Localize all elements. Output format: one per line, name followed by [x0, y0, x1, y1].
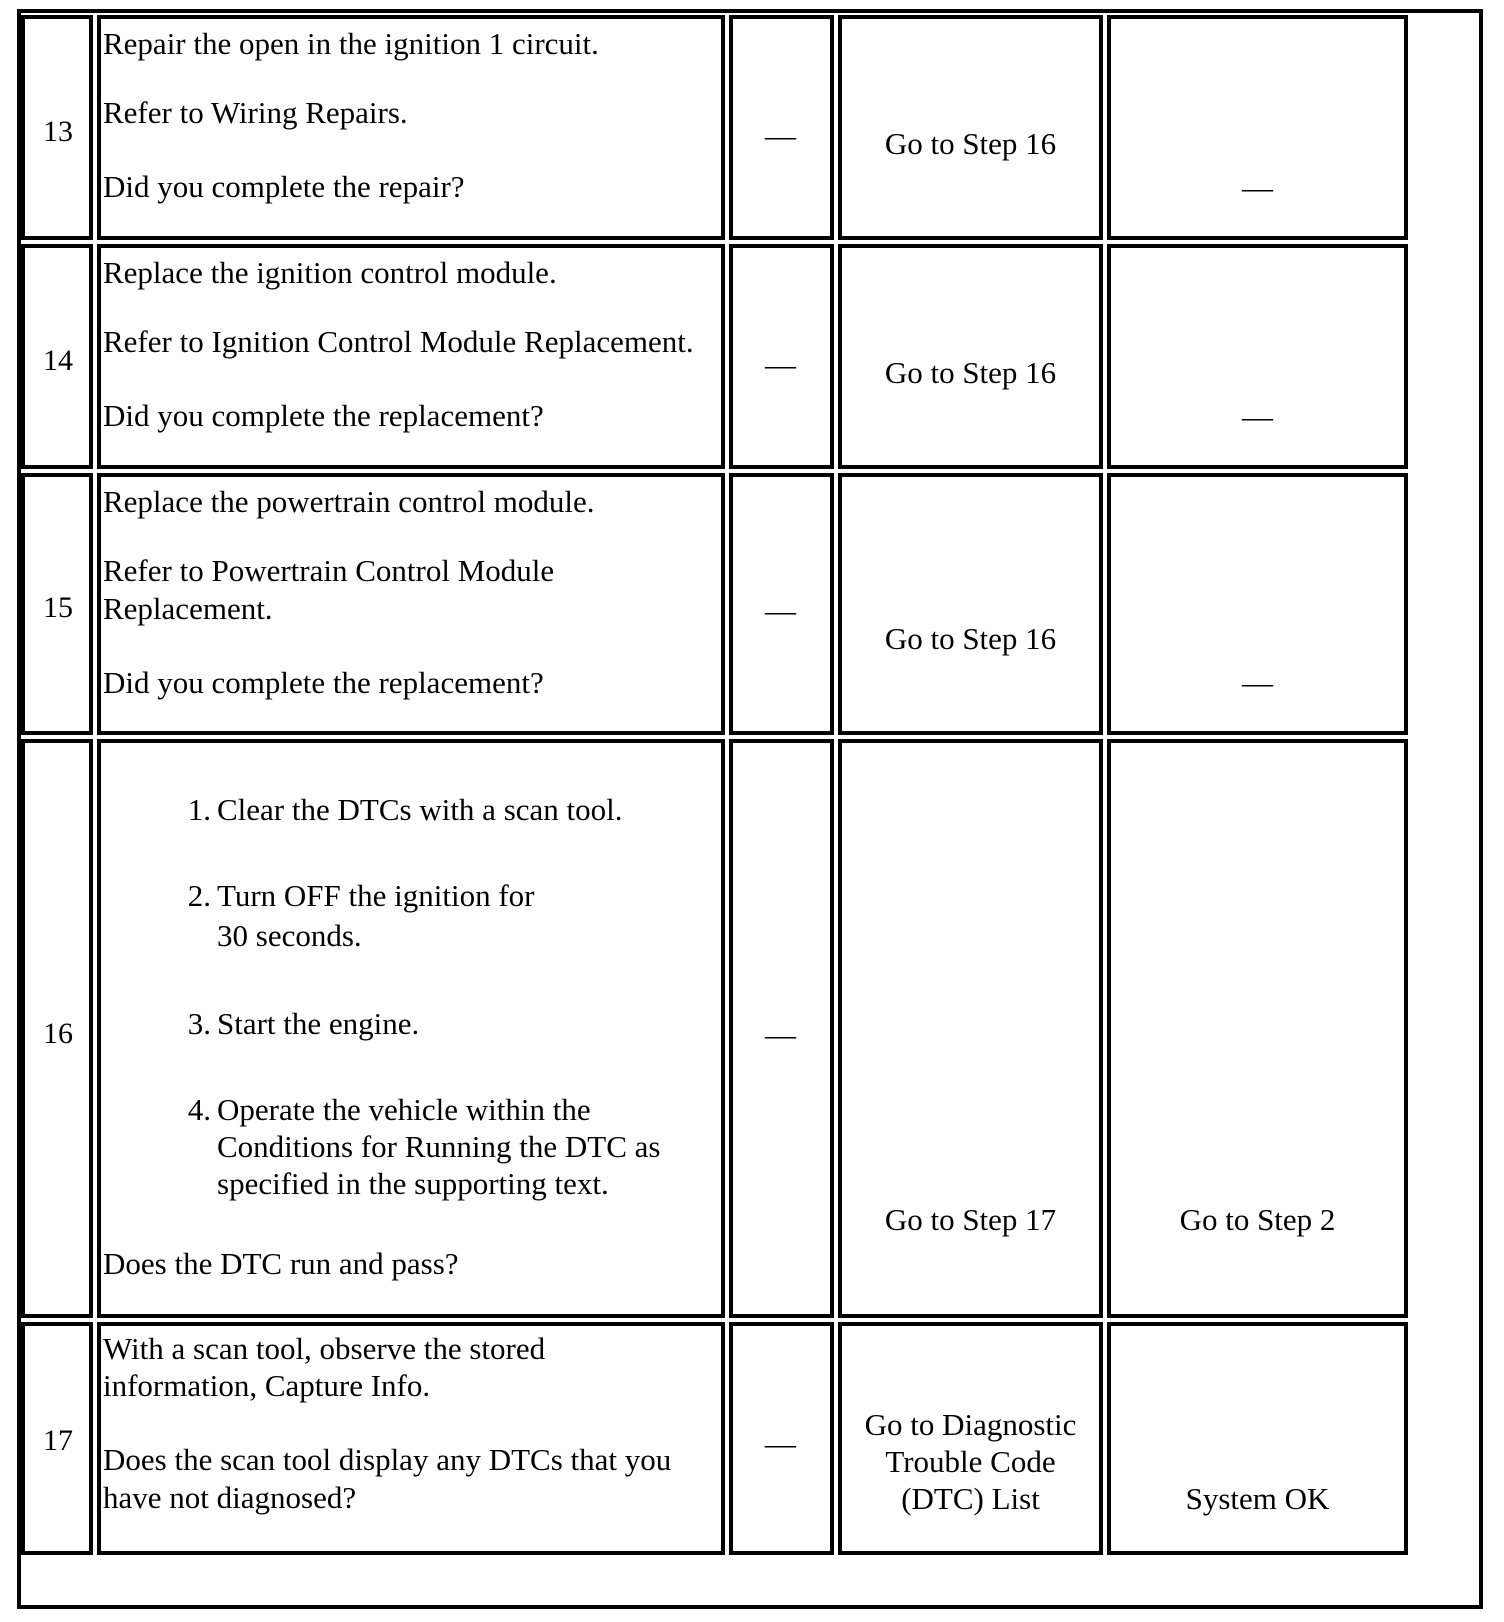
list-number: 1. [187, 792, 211, 827]
list-number: 2. [187, 878, 211, 913]
list-number: 3. [187, 1006, 211, 1041]
action-cell-17 [97, 1322, 725, 1555]
action-text: Refer to Powertrain Control Module [103, 553, 555, 588]
step-number: 13 [43, 115, 73, 148]
action-text: With a scan tool, observe the stored [103, 1331, 546, 1366]
action-text: Refer to Ignition Control Module Replacement. [103, 324, 694, 359]
action-question: Did you complete the replacement? [103, 665, 544, 700]
step-number: 16 [43, 1017, 73, 1050]
action-cell-16 [97, 739, 725, 1318]
value-cell-16 [729, 739, 834, 1318]
list-number: 4. [187, 1092, 211, 1127]
action-question: Does the DTC run and pass? [103, 1246, 459, 1281]
yes-action: Go to Step 16 [884, 621, 1057, 656]
yes-action: Go to Step 16 [884, 126, 1057, 161]
step-cell-13 [21, 15, 93, 240]
no-cell-15 [1107, 473, 1408, 735]
value-dash: — [765, 1017, 796, 1052]
no-action: — [1242, 665, 1273, 700]
no-action: — [1242, 170, 1273, 205]
step-number: 15 [43, 591, 73, 624]
action-text: Replacement. [103, 591, 273, 626]
value-dash: — [765, 593, 796, 628]
action-cell-15 [97, 473, 725, 735]
step-cell-16 [21, 739, 93, 1318]
action-text: Replace the powertrain control module. [103, 484, 595, 519]
list-item-text: Conditions for Running the DTC as [217, 1129, 661, 1164]
action-text: Repair the open in the ignition 1 circuit. [103, 26, 599, 61]
list-item-text: Operate the vehicle within the [217, 1092, 591, 1127]
yes-cell-13 [838, 15, 1103, 240]
yes-action: Go to Step 16 [884, 355, 1057, 390]
value-dash: — [765, 347, 796, 382]
list-item-text: specified in the supporting text. [217, 1166, 609, 1201]
step-number: 17 [43, 1424, 73, 1457]
value-cell-15 [729, 473, 834, 735]
yes-action-line: Go to Diagnostic [864, 1407, 1077, 1442]
step-cell-17 [21, 1322, 93, 1555]
action-question: Does the scan tool display any DTCs that you [103, 1442, 672, 1477]
step-cell-15 [21, 473, 93, 735]
value-dash: — [765, 118, 796, 153]
value-cell-14 [729, 244, 834, 469]
action-cell-13 [97, 15, 725, 240]
action-cell-14 [97, 244, 725, 469]
yes-action: Go to Step 17 [884, 1202, 1057, 1237]
value-dash: — [765, 1426, 796, 1461]
list-item-text: Start the engine. [217, 1006, 420, 1041]
action-question: have not diagnosed? [103, 1480, 357, 1515]
action-text: information, Capture Info. [103, 1368, 431, 1403]
action-text: Replace the ignition control module. [103, 255, 557, 290]
action-text: Refer to Wiring Repairs. [103, 95, 408, 130]
no-cell-14 [1107, 244, 1408, 469]
value-cell-17 [729, 1322, 834, 1555]
value-cell-13 [729, 15, 834, 240]
no-action: System OK [1185, 1481, 1330, 1516]
yes-action-line: (DTC) List [901, 1481, 1040, 1516]
yes-cell-15 [838, 473, 1103, 735]
list-item-text: Turn OFF the ignition for [217, 878, 535, 913]
yes-action-line: Trouble Code [885, 1444, 1056, 1479]
yes-cell-17 [838, 1322, 1103, 1555]
no-cell-16 [1107, 739, 1408, 1318]
no-action: — [1242, 399, 1273, 434]
step-cell-14 [21, 244, 93, 469]
no-cell-13 [1107, 15, 1408, 240]
yes-cell-14 [838, 244, 1103, 469]
no-cell-17 [1107, 1322, 1408, 1555]
list-item-text: Clear the DTCs with a scan tool. [217, 792, 623, 827]
yes-cell-16 [838, 739, 1103, 1318]
action-question: Did you complete the replacement? [103, 398, 544, 433]
list-item-text: 30 seconds. [217, 918, 362, 953]
no-action: Go to Step 2 [1179, 1202, 1336, 1237]
action-question: Did you complete the repair? [103, 169, 465, 204]
step-number: 14 [43, 344, 73, 377]
